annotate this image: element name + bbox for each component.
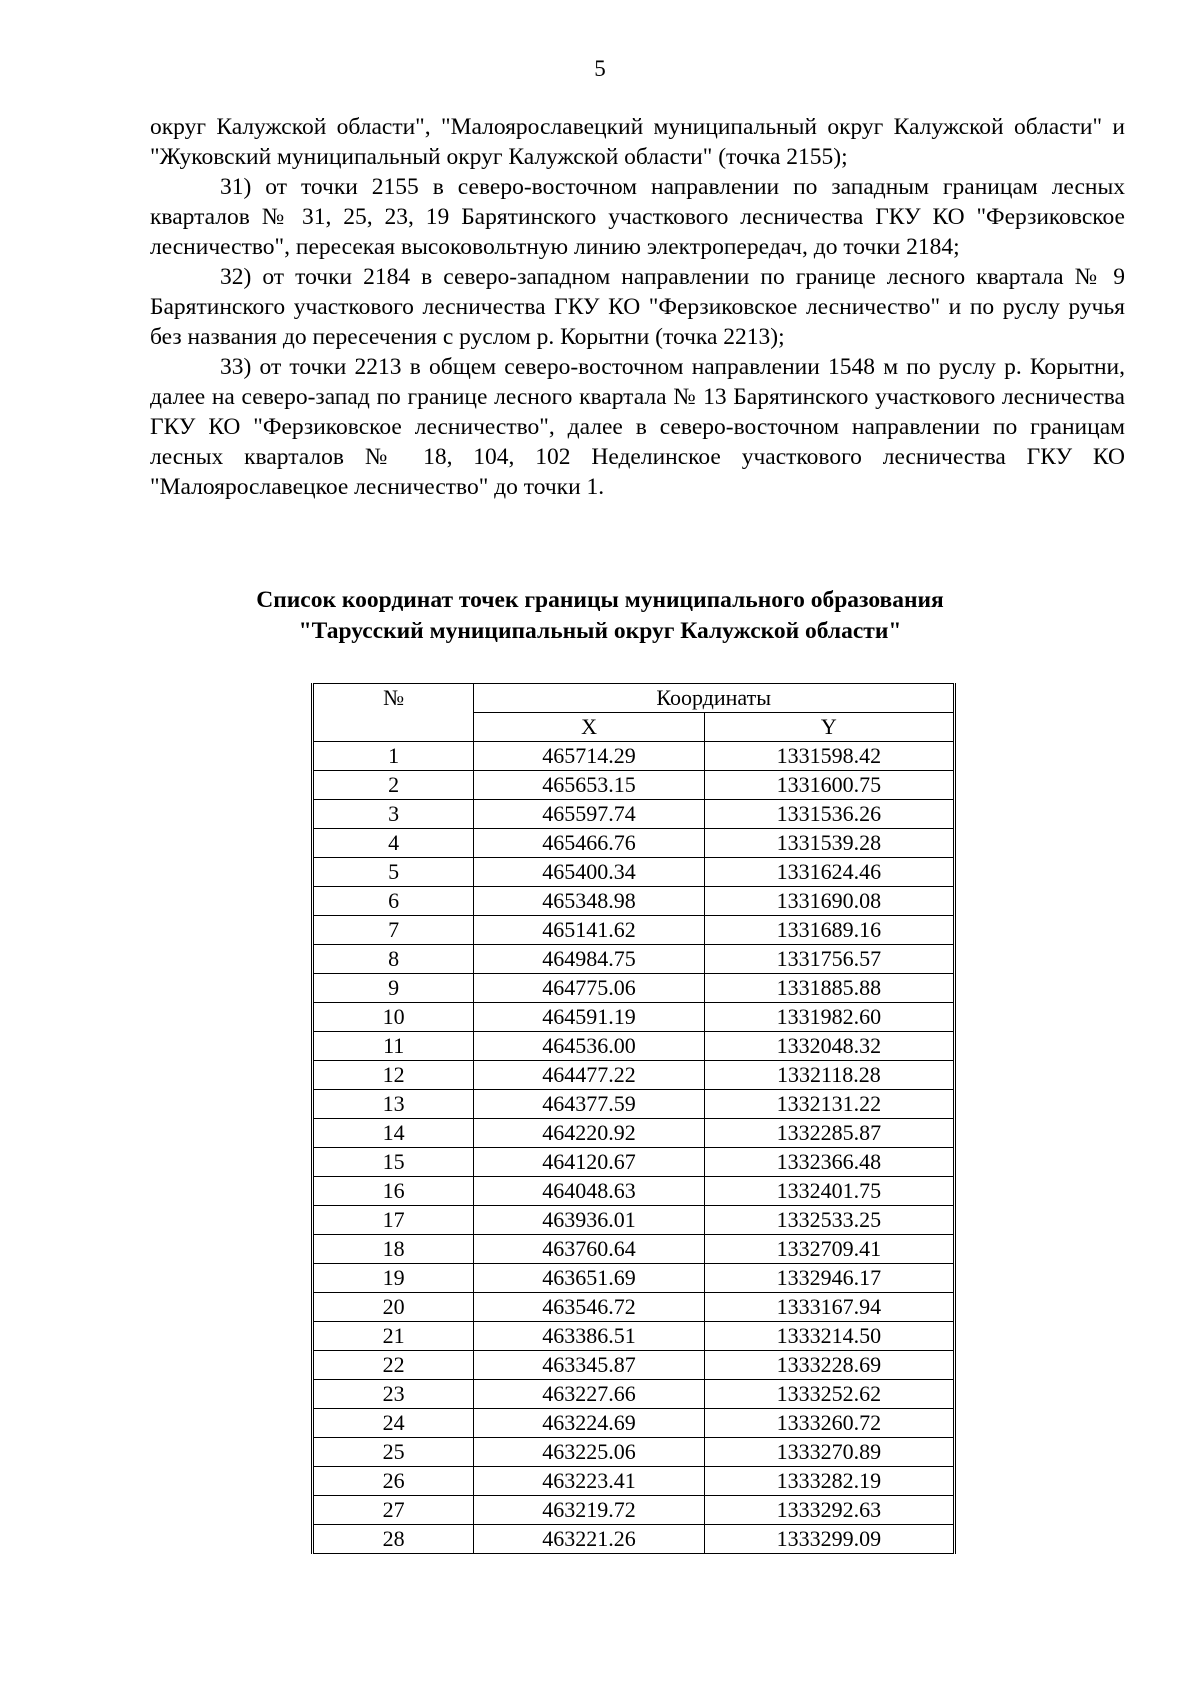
cell-x: 463546.72	[474, 1293, 704, 1322]
cell-x: 465597.74	[474, 800, 704, 829]
cell-number: 23	[313, 1380, 474, 1409]
paragraph-item-33: 33) от точки 2213 в общем северо-восточном направлении 1548 м по руслу р. Корытни, далее на северо-запад по границе лесного квартала № 13 Барятинского участкового лесничества ГКУ КО "Ферзиковское лесничество", далее в северо-восточном направлении по границам лесных кварталов № 18, 104, 102 Неделинское участкового лесничества ГКУ КО "Малоярославецкое лесничество" до точки 1.	[150, 354, 1125, 500]
cell-number: 18	[313, 1235, 474, 1264]
cell-number: 3	[313, 800, 474, 829]
cell-y: 1332366.48	[704, 1148, 954, 1177]
page-number: 5	[594, 56, 606, 81]
table-body	[313, 742, 955, 1554]
cell-number: 14	[313, 1119, 474, 1148]
cell-y: 1332131.22	[704, 1090, 954, 1119]
section-title-line-2: "Тарусский муниципальный округ Калужской области"	[298, 618, 902, 644]
table-row	[313, 742, 955, 771]
table-row	[313, 1496, 955, 1525]
table-row	[313, 1380, 955, 1409]
cell-number: 20	[313, 1293, 474, 1322]
cell-y: 1333252.62	[704, 1380, 954, 1409]
cell-y: 1333282.19	[704, 1467, 954, 1496]
cell-number: 7	[313, 916, 474, 945]
table-row	[313, 974, 955, 1003]
cell-y: 1332285.87	[704, 1119, 954, 1148]
cell-y: 1331600.75	[704, 771, 954, 800]
cell-y: 1333260.72	[704, 1409, 954, 1438]
paragraph-continuation: округ Калужской области", "Малоярославецкий муниципальный округ Калужской области" и "Жуковский муниципальный округ Калужской области" (точка 2155);	[150, 114, 1125, 170]
cell-number: 2	[313, 771, 474, 800]
table-row	[313, 1032, 955, 1061]
cell-number: 13	[313, 1090, 474, 1119]
cell-number: 16	[313, 1177, 474, 1206]
cell-number: 1	[313, 742, 474, 771]
cell-number: 11	[313, 1032, 474, 1061]
body-text	[150, 112, 1125, 502]
cell-y: 1331982.60	[704, 1003, 954, 1032]
cell-x: 463219.72	[474, 1496, 704, 1525]
cell-x: 464591.19	[474, 1003, 704, 1032]
cell-number: 19	[313, 1264, 474, 1293]
cell-x: 465466.76	[474, 829, 704, 858]
cell-x: 465141.62	[474, 916, 704, 945]
cell-number: 15	[313, 1148, 474, 1177]
cell-y: 1332709.41	[704, 1235, 954, 1264]
table-row	[313, 1351, 955, 1380]
cell-y: 1331756.57	[704, 945, 954, 974]
cell-x: 464120.67	[474, 1148, 704, 1177]
table-row	[313, 1061, 955, 1090]
cell-y: 1332946.17	[704, 1264, 954, 1293]
cell-number: 9	[313, 974, 474, 1003]
table-header-row	[313, 684, 955, 713]
paragraph-item-32: 32) от точки 2184 в северо-западном направлении по границе лесного квартала № 9 Барятинского участкового лесничества ГКУ КО "Ферзиковское лесничество" и по руслу ручья без названия до пересечения с руслом р. Корытни (точка 2213);	[150, 264, 1125, 350]
cell-x: 464536.00	[474, 1032, 704, 1061]
cell-number: 28	[313, 1525, 474, 1554]
table-row	[313, 829, 955, 858]
cell-number: 4	[313, 829, 474, 858]
cell-y: 1331624.46	[704, 858, 954, 887]
cell-x: 463345.87	[474, 1351, 704, 1380]
cell-y: 1332118.28	[704, 1061, 954, 1090]
cell-x: 463386.51	[474, 1322, 704, 1351]
table-row	[313, 1438, 955, 1467]
table-row	[313, 771, 955, 800]
table-row	[313, 858, 955, 887]
cell-y: 1333228.69	[704, 1351, 954, 1380]
table-row	[313, 1235, 955, 1264]
table-row	[313, 1525, 955, 1554]
cell-x: 463221.26	[474, 1525, 704, 1554]
cell-y: 1333167.94	[704, 1293, 954, 1322]
cell-y: 1331598.42	[704, 742, 954, 771]
cell-number: 6	[313, 887, 474, 916]
table-row	[313, 916, 955, 945]
table-row	[313, 1119, 955, 1148]
table-row	[313, 1264, 955, 1293]
cell-x: 463760.64	[474, 1235, 704, 1264]
table-row	[313, 887, 955, 916]
cell-x: 464477.22	[474, 1061, 704, 1090]
header-coordinates: Координаты	[474, 684, 955, 713]
cell-y: 1331539.28	[704, 829, 954, 858]
cell-y: 1332533.25	[704, 1206, 954, 1235]
table-row	[313, 1206, 955, 1235]
cell-x: 464377.59	[474, 1090, 704, 1119]
table-row	[313, 945, 955, 974]
cell-y: 1332401.75	[704, 1177, 954, 1206]
cell-number: 5	[313, 858, 474, 887]
header-x: X	[474, 713, 704, 742]
table-row	[313, 1177, 955, 1206]
cell-x: 464048.63	[474, 1177, 704, 1206]
table-row	[313, 1293, 955, 1322]
coordinates-table	[311, 683, 956, 1554]
cell-number: 25	[313, 1438, 474, 1467]
cell-y: 1333292.63	[704, 1496, 954, 1525]
cell-number: 27	[313, 1496, 474, 1525]
section-title-line-1: Список координат точек границы муниципального образования	[256, 587, 944, 613]
cell-y: 1333270.89	[704, 1438, 954, 1467]
cell-y: 1331536.26	[704, 800, 954, 829]
table-row	[313, 1090, 955, 1119]
table-row	[313, 1148, 955, 1177]
cell-number: 24	[313, 1409, 474, 1438]
cell-number: 22	[313, 1351, 474, 1380]
cell-y: 1331885.88	[704, 974, 954, 1003]
cell-x: 463224.69	[474, 1409, 704, 1438]
cell-x: 465400.34	[474, 858, 704, 887]
cell-y: 1331689.16	[704, 916, 954, 945]
cell-y: 1333214.50	[704, 1322, 954, 1351]
cell-x: 463651.69	[474, 1264, 704, 1293]
cell-number: 10	[313, 1003, 474, 1032]
cell-y: 1332048.32	[704, 1032, 954, 1061]
cell-y: 1331690.08	[704, 887, 954, 916]
cell-x: 465348.98	[474, 887, 704, 916]
section-title	[0, 585, 1200, 647]
cell-x: 463936.01	[474, 1206, 704, 1235]
cell-x: 465714.29	[474, 742, 704, 771]
cell-x: 463227.66	[474, 1380, 704, 1409]
cell-number: 17	[313, 1206, 474, 1235]
cell-x: 464775.06	[474, 974, 704, 1003]
cell-x: 463223.41	[474, 1467, 704, 1496]
table-row	[313, 800, 955, 829]
header-number: №	[313, 684, 474, 742]
paragraph-item-31: 31) от точки 2155 в северо-восточном направлении по западным границам лесных кварталов № 31, 25, 23, 19 Барятинского участкового лесничества ГКУ КО "Ферзиковское лесничество", пересекая высоковольтную линию электропередач, до точки 2184;	[150, 174, 1125, 260]
cell-x: 464984.75	[474, 945, 704, 974]
cell-number: 12	[313, 1061, 474, 1090]
table-row	[313, 1003, 955, 1032]
cell-number: 8	[313, 945, 474, 974]
table-row	[313, 1322, 955, 1351]
cell-number: 26	[313, 1467, 474, 1496]
cell-x: 463225.06	[474, 1438, 704, 1467]
table-row	[313, 1409, 955, 1438]
header-y: Y	[704, 713, 954, 742]
cell-x: 464220.92	[474, 1119, 704, 1148]
table-row	[313, 1467, 955, 1496]
cell-x: 465653.15	[474, 771, 704, 800]
cell-number: 21	[313, 1322, 474, 1351]
cell-y: 1333299.09	[704, 1525, 954, 1554]
